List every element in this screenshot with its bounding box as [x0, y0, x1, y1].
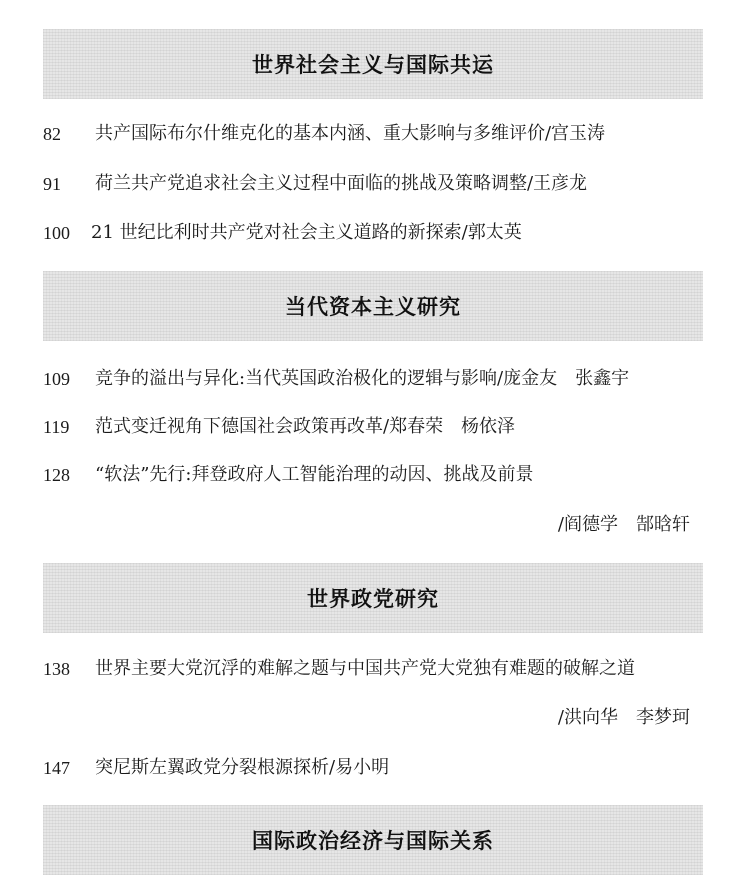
toc-entry[interactable] — [43, 414, 693, 440]
section-title: 世界社会主义与国际共运 — [252, 53, 494, 77]
article-author: /洪向华 李梦珂 — [557, 707, 690, 728]
section-title: 国际政治经济与国际关系 — [252, 829, 494, 853]
article-title: “软法”先行:拜登政府人工智能治理的动因、挑战及前景 — [95, 464, 534, 485]
toc-entry[interactable] — [43, 462, 693, 488]
page-number: 100 — [43, 223, 70, 243]
article-title: 荷兰共产党追求社会主义过程中面临的挑战及策略调整/王彦龙 — [95, 173, 588, 194]
page-number: 82 — [43, 124, 61, 144]
page-number: 138 — [43, 659, 70, 679]
section-header — [43, 805, 703, 875]
section-header — [43, 271, 703, 341]
article-title: 共产国际布尔什维克化的基本内涵、重大影响与多维评价/宫玉涛 — [95, 123, 606, 144]
toc-entry[interactable] — [43, 121, 693, 147]
article-title: 世界主要大党沉浮的难解之题与中国共产党大党独有难题的破解之道 — [95, 658, 635, 679]
toc-entry[interactable] — [43, 366, 693, 392]
article-title: 突尼斯左翼政党分裂根源探析/易小明 — [95, 757, 390, 778]
article-title: 竞争的溢出与异化:当代英国政治极化的逻辑与影响/庞金友 张鑫宇 — [95, 368, 630, 389]
toc-entry[interactable] — [43, 656, 693, 682]
page-number: 91 — [43, 174, 61, 194]
section-header — [43, 29, 703, 99]
page-number: 147 — [43, 758, 70, 778]
toc-entry[interactable] — [43, 755, 693, 781]
article-title: 范式变迁视角下德国社会政策再改革/郑春荣 杨依泽 — [95, 416, 516, 437]
article-title: 21 世纪比利时共产党对社会主义道路的新探索/郭太英 — [91, 222, 522, 243]
page-number: 109 — [43, 369, 70, 389]
toc-entry[interactable] — [43, 220, 693, 246]
section-header — [43, 563, 703, 633]
article-author: /阎德学 郜晗轩 — [557, 514, 690, 535]
page-number: 119 — [43, 417, 70, 437]
section-title: 当代资本主义研究 — [285, 295, 461, 319]
toc-entry[interactable] — [43, 171, 693, 197]
section-title: 世界政党研究 — [307, 587, 439, 611]
page-number: 128 — [43, 465, 70, 485]
